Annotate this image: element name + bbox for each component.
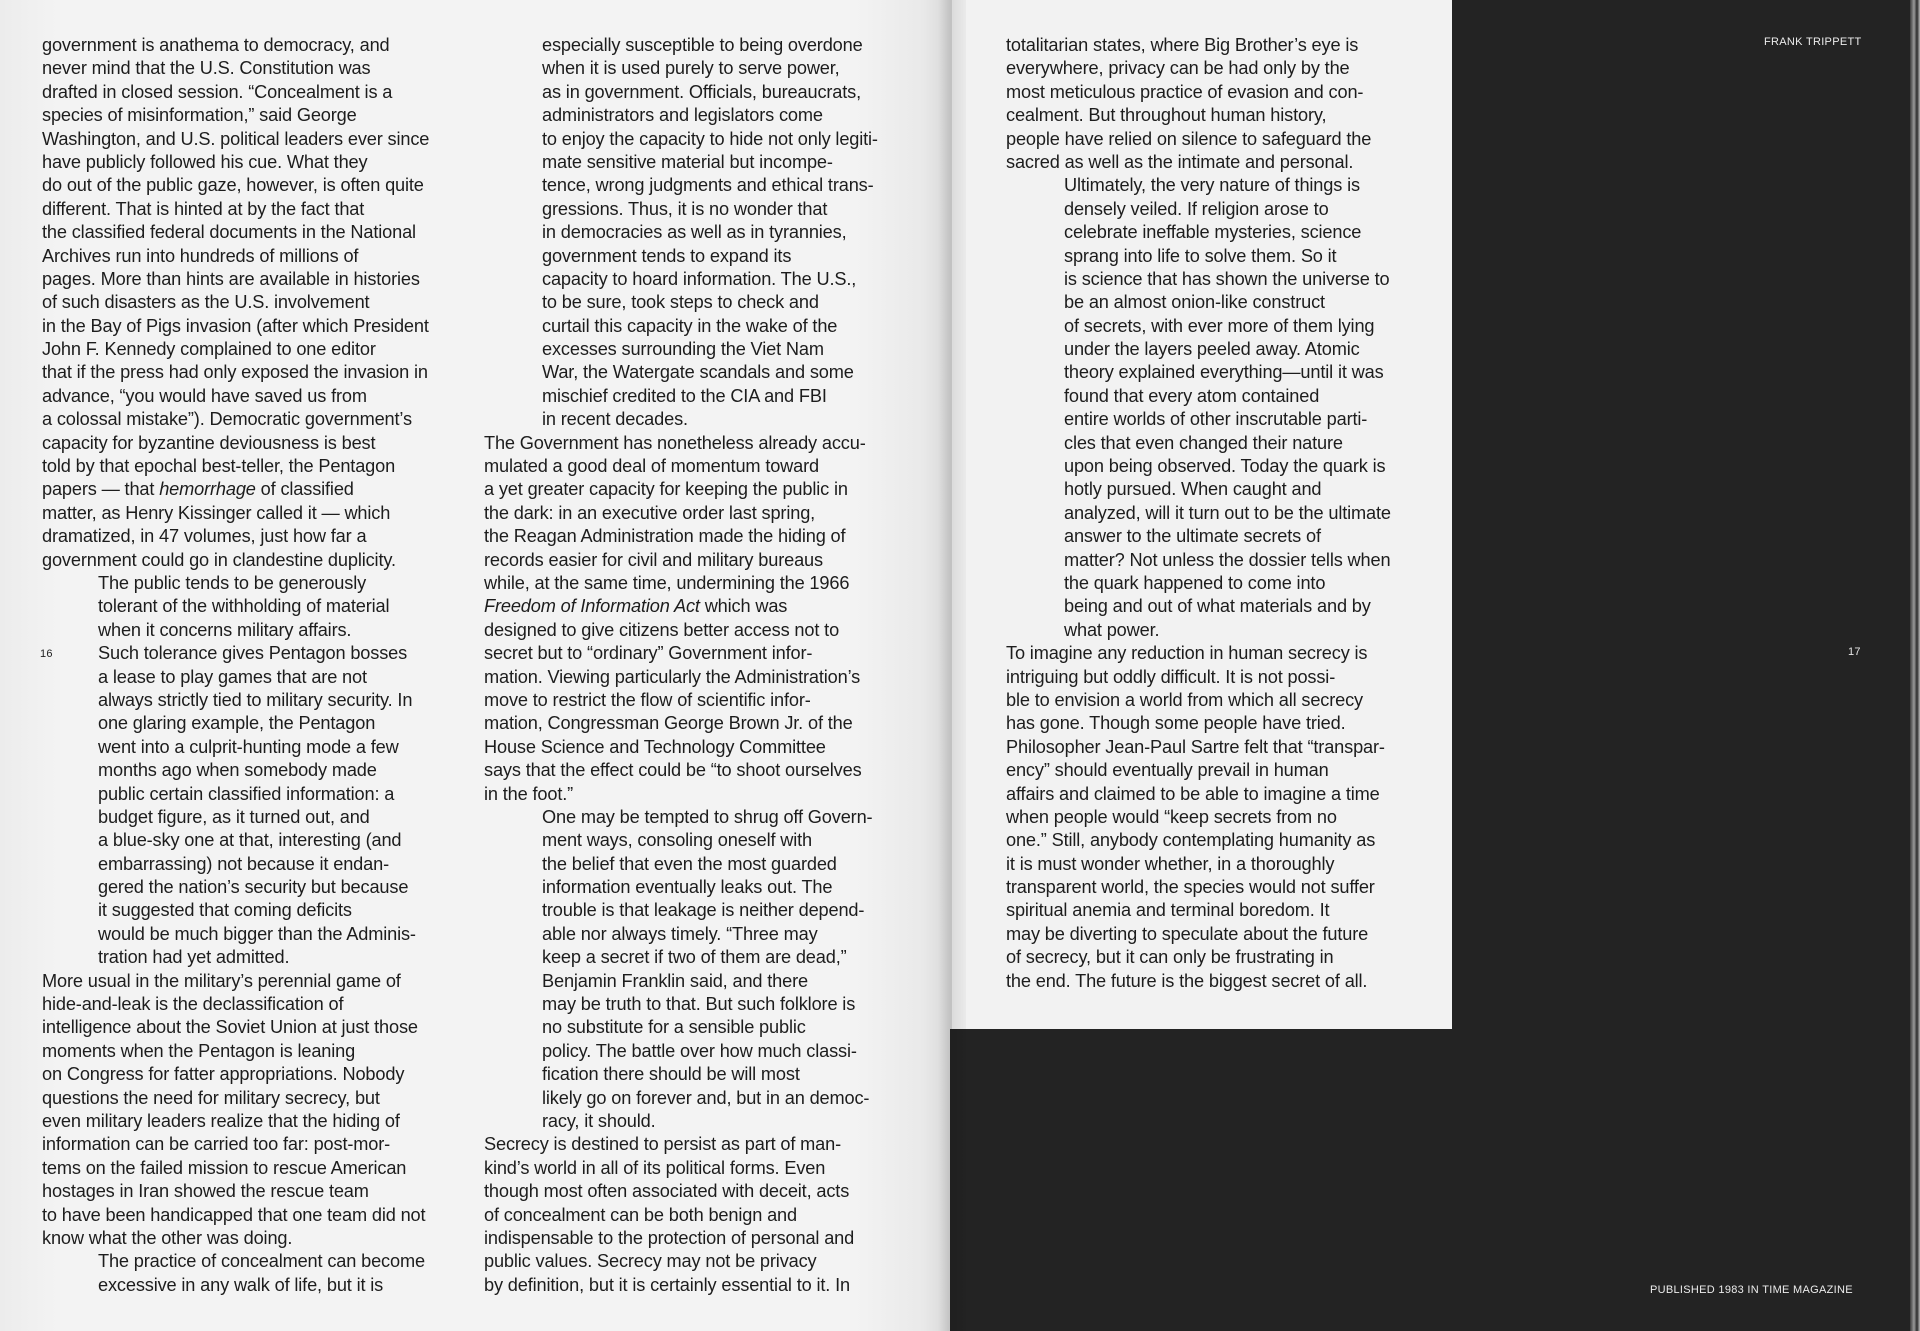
page-edge: [1910, 0, 1920, 1331]
text-line: designed to give citizens better access not to: [484, 619, 840, 640]
text-line: Secrecy is destined to persist as part of man-: [484, 1134, 842, 1155]
text-line: the belief that even the most guarded: [542, 853, 837, 874]
text-line: no substitute for a sensible public: [542, 1017, 806, 1038]
text-line: affairs and claimed to be able to imagine a time: [1006, 783, 1380, 804]
text-line: Such tolerance gives Pentagon bosses: [98, 643, 408, 664]
author-running-head: FRANK TRIPPETT: [1764, 36, 1862, 48]
text-line: most meticulous practice of evasion and con-: [1006, 81, 1364, 102]
text-line: people have relied on silence to safeguard the: [1006, 128, 1372, 149]
text-line: [484, 595, 914, 618]
text-line: gressions. Thus, it is no wonder that: [542, 198, 828, 219]
text-line: densely veiled. If religion arose to: [1064, 198, 1329, 219]
text-line: drafted in closed session. “Concealment is a: [42, 81, 393, 102]
text-line: government tends to expand its: [542, 245, 792, 266]
text-line: under the layers peeled away. Atomic: [1064, 339, 1360, 360]
text-line: analyzed, will it turn out to be the ultimate: [1064, 502, 1391, 523]
text-line: moments when the Pentagon is leaning: [42, 1040, 356, 1061]
text-column-2: [484, 34, 914, 1297]
text-line: when it concerns military affairs.: [98, 619, 352, 640]
text-line: has gone. Though some people have tried.: [1006, 713, 1346, 734]
dark-panel: [1452, 0, 1920, 1029]
text-line: John F. Kennedy complained to one editor: [42, 339, 376, 360]
text-line: The Government has nonetheless already accu-: [484, 432, 866, 453]
text-line: tolerant of the withholding of material: [98, 596, 390, 617]
text-line: policy. The battle over how much classi-: [542, 1040, 857, 1061]
text-line: [42, 478, 462, 501]
text-column-3: [1006, 34, 1426, 993]
text-line: when people would “keep secrets from no: [1006, 806, 1337, 827]
text-line: To imagine any reduction in human secrecy is: [1006, 643, 1368, 664]
text-line: The practice of concealment can become: [98, 1251, 425, 1272]
text-line: embarrassing) not because it endan-: [98, 853, 389, 874]
text-line: hide-and-leak is the declassification of: [42, 994, 344, 1015]
text-line: may be diverting to speculate about the future: [1006, 923, 1369, 944]
italic-title: hemorrhage: [159, 479, 256, 500]
page-number-left: 16: [40, 648, 53, 660]
text-line: public certain classified information: a: [98, 783, 395, 804]
text-line: would be much bigger than the Adminis-: [98, 923, 416, 944]
text-line: even military leaders realize that the hiding of: [42, 1110, 400, 1131]
text-line: move to restrict the flow of scientific infor-: [484, 689, 811, 710]
text-line: especially susceptible to being overdone: [542, 35, 863, 55]
text-line: to enjoy the capacity to hide not only legiti-: [542, 128, 878, 149]
text-line: administrators and legislators come: [542, 105, 823, 126]
text-line: do out of the public gaze, however, is often quite: [42, 175, 424, 196]
text-line: sprang into life to solve them. So it: [1064, 245, 1337, 266]
text-line: that if the press had only exposed the invasion in: [42, 362, 428, 383]
text-run: which was: [699, 596, 788, 617]
text-line: questions the need for military secrecy, but: [42, 1087, 380, 1108]
text-line: trouble is that leakage is neither depend-: [542, 900, 865, 921]
text-line: different. That is hinted at by the fact that: [42, 198, 365, 219]
text-line: answer to the ultimate secrets of: [1064, 526, 1321, 547]
text-line: by definition, but it is certainly essential to it. In: [484, 1274, 850, 1295]
text-line: spiritual anemia and terminal boredom. It: [1006, 900, 1330, 921]
page-number-right: 17: [1848, 646, 1861, 658]
text-line: mation, Congressman George Brown Jr. of the: [484, 713, 853, 734]
text-line: the end. The future is the biggest secret of all.: [1006, 970, 1368, 991]
text-line: Washington, and U.S. political leaders ever since: [42, 128, 430, 149]
text-line: ble to envision a world from which all secrecy: [1006, 689, 1364, 710]
text-line: gered the nation’s security but because: [98, 877, 409, 898]
text-line: in the foot.”: [484, 783, 574, 804]
text-line: to be sure, took steps to check and: [542, 292, 819, 313]
text-line: matter? Not unless the dossier tells when: [1064, 549, 1391, 570]
text-line: found that every atom contained: [1064, 385, 1320, 406]
text-line: War, the Watergate scandals and some: [542, 362, 854, 383]
text-line: fication there should be will most: [542, 1064, 800, 1085]
text-line: of secrecy, but it can only be frustrating in: [1006, 947, 1334, 968]
text-line: though most often associated with deceit, acts: [484, 1181, 850, 1202]
italic-title: Freedom of Information Act: [484, 596, 700, 617]
text-line: being and out of what materials and by: [1064, 596, 1371, 617]
text-line: says that the effect could be “to shoot ourselves: [484, 760, 862, 781]
text-line: budget figure, as it turned out, and: [98, 806, 370, 827]
text-line: in democracies as well as in tyrannies,: [542, 222, 847, 243]
text-line: The public tends to be generously: [98, 572, 367, 593]
text-line: intriguing but oddly difficult. It is not possi-: [1006, 666, 1336, 687]
text-line: pages. More than hints are available in histories: [42, 268, 420, 289]
text-line: what power.: [1064, 619, 1160, 640]
text-line: information eventually leaks out. The: [542, 877, 833, 898]
text-line: never mind that the U.S. Constitution was: [42, 58, 371, 79]
text-line: House Science and Technology Committee: [484, 736, 826, 757]
text-line: of such disasters as the U.S. involvement: [42, 292, 370, 313]
text-line: excessive in any walk of life, but it is: [98, 1274, 384, 1295]
gutter: [938, 0, 966, 1331]
text-line: one.” Still, anybody contemplating humanity as: [1006, 830, 1376, 851]
text-line: records easier for civil and military bureaus: [484, 549, 823, 570]
text-line: racy, it should.: [542, 1110, 656, 1131]
text-line: it suggested that coming deficits: [98, 900, 352, 921]
text-line: dramatized, in 47 volumes, just how far a: [42, 526, 367, 547]
text-line: tence, wrong judgments and ethical trans-: [542, 175, 874, 196]
text-line: months ago when somebody made: [98, 760, 377, 781]
text-line: tems on the failed mission to rescue American: [42, 1157, 407, 1178]
text-line: know what the other was doing.: [42, 1227, 293, 1248]
text-line: the Reagan Administration made the hiding of: [484, 526, 846, 547]
text-line: one glaring example, the Pentagon: [98, 713, 376, 734]
text-line: celebrate ineffable mysteries, science: [1064, 222, 1362, 243]
text-line: information can be carried too far: post-mor-: [42, 1134, 391, 1155]
text-line: in recent decades.: [542, 409, 688, 430]
text-line: able nor always timely. “Three may: [542, 923, 818, 944]
text-line: hostages in Iran showed the rescue team: [42, 1181, 369, 1202]
publication-credit: PUBLISHED 1983 IN TIME MAGAZINE: [1650, 1284, 1853, 1296]
text-line: on Congress for fatter appropriations. Nobody: [42, 1064, 405, 1085]
text-line: intelligence about the Soviet Union at just those: [42, 1017, 418, 1038]
text-line: told by that epochal best-teller, the Pentagon: [42, 456, 396, 477]
text-line: a lease to play games that are not: [98, 666, 367, 687]
text-line: tration had yet admitted.: [98, 947, 290, 968]
text-line: kind’s world in all of its political forms. Even: [484, 1157, 826, 1178]
text-line: is science that has shown the universe to: [1064, 268, 1390, 289]
text-line: may be truth to that. But such folklore is: [542, 994, 856, 1015]
text-line: of concealment can be both benign and: [484, 1204, 797, 1225]
text-line: to have been handicapped that one team did not: [42, 1204, 426, 1225]
text-line: One may be tempted to shrug off Govern-: [542, 806, 873, 827]
text-line: capacity for byzantine deviousness is best: [42, 432, 376, 453]
text-line: likely go on forever and, but in an democ-: [542, 1087, 870, 1108]
text-line: advance, “you would have saved us from: [42, 385, 367, 406]
text-line: theory explained everything—until it was: [1064, 362, 1384, 383]
text-line: a yet greater capacity for keeping the public in: [484, 479, 848, 500]
text-line: be an almost onion-like construct: [1064, 292, 1325, 313]
text-line: ment ways, consoling oneself with: [542, 830, 813, 851]
text-line: capacity to hoard information. The U.S.,: [542, 268, 857, 289]
text-line: the classified federal documents in the National: [42, 222, 416, 243]
text-line: Philosopher Jean-Paul Sartre felt that “transpar-: [1006, 736, 1385, 757]
text-line: cles that even changed their nature: [1064, 432, 1343, 453]
text-line: the quark happened to come into: [1064, 572, 1326, 593]
text-line: went into a culprit-hunting mode a few: [98, 736, 399, 757]
text-line: indispensable to the protection of personal and: [484, 1227, 855, 1248]
text-line: government could go in clandestine duplicity.: [42, 549, 396, 570]
text-line: always strictly tied to military security. In: [98, 689, 413, 710]
text-line: excesses surrounding the Viet Nam: [542, 339, 824, 360]
text-line: when it is used purely to serve power,: [542, 58, 840, 79]
text-line: transparent world, the species would not suffer: [1006, 877, 1375, 898]
text-line: hotly pursued. When caught and: [1064, 479, 1322, 500]
text-line: mischief credited to the CIA and FBI: [542, 385, 827, 406]
text-line: matter, as Henry Kissinger called it — which: [42, 502, 391, 523]
text-line: everywhere, privacy can be had only by the: [1006, 58, 1350, 79]
text-line: mate sensitive material but incompe-: [542, 151, 833, 172]
text-line: it is must wonder whether, in a thoroughly: [1006, 853, 1335, 874]
text-line: Benjamin Franklin said, and there: [542, 970, 808, 991]
text-run: papers — that: [42, 479, 160, 500]
text-line: government is anathema to democracy, and: [42, 35, 390, 55]
text-line: keep a secret if two of them are dead,”: [542, 947, 847, 968]
text-line: Ultimately, the very nature of things is: [1064, 175, 1360, 196]
text-line: in the Bay of Pigs invasion (after which President: [42, 315, 429, 336]
text-line: public values. Secrecy may not be privacy: [484, 1251, 817, 1272]
text-line: species of misinformation,” said George: [42, 105, 357, 126]
text-line: of secrets, with ever more of them lying: [1064, 315, 1375, 336]
text-line: totalitarian states, where Big Brother’s eye is: [1006, 35, 1359, 55]
text-line: the dark: in an executive order last spring,: [484, 502, 816, 523]
text-column-1: [42, 34, 462, 1297]
text-line: sacred as well as the intimate and personal.: [1006, 151, 1354, 172]
text-line: secret but to “ordinary” Government infor-: [484, 643, 813, 664]
text-line: Archives run into hundreds of millions of: [42, 245, 359, 266]
text-line: mation. Viewing particularly the Administration’s: [484, 666, 861, 687]
text-line: cealment. But throughout human history,: [1006, 105, 1327, 126]
text-line: upon being observed. Today the quark is: [1064, 456, 1386, 477]
text-line: while, at the same time, undermining the 1966: [484, 572, 850, 593]
text-line: curtail this capacity in the wake of the: [542, 315, 838, 336]
text-run: of classified: [255, 479, 354, 500]
text-line: mulated a good deal of momentum toward: [484, 456, 820, 477]
text-line: have publicly followed his cue. What they: [42, 151, 368, 172]
text-line: as in government. Officials, bureaucrats,: [542, 81, 862, 102]
text-line: More usual in the military’s perennial game of: [42, 970, 401, 991]
text-line: a colossal mistake”). Democratic government’s: [42, 409, 412, 430]
text-line: entire worlds of other inscrutable parti-: [1064, 409, 1368, 430]
text-line: ency” should eventually prevail in human: [1006, 760, 1329, 781]
text-line: a blue-sky one at that, interesting (and: [98, 830, 402, 851]
